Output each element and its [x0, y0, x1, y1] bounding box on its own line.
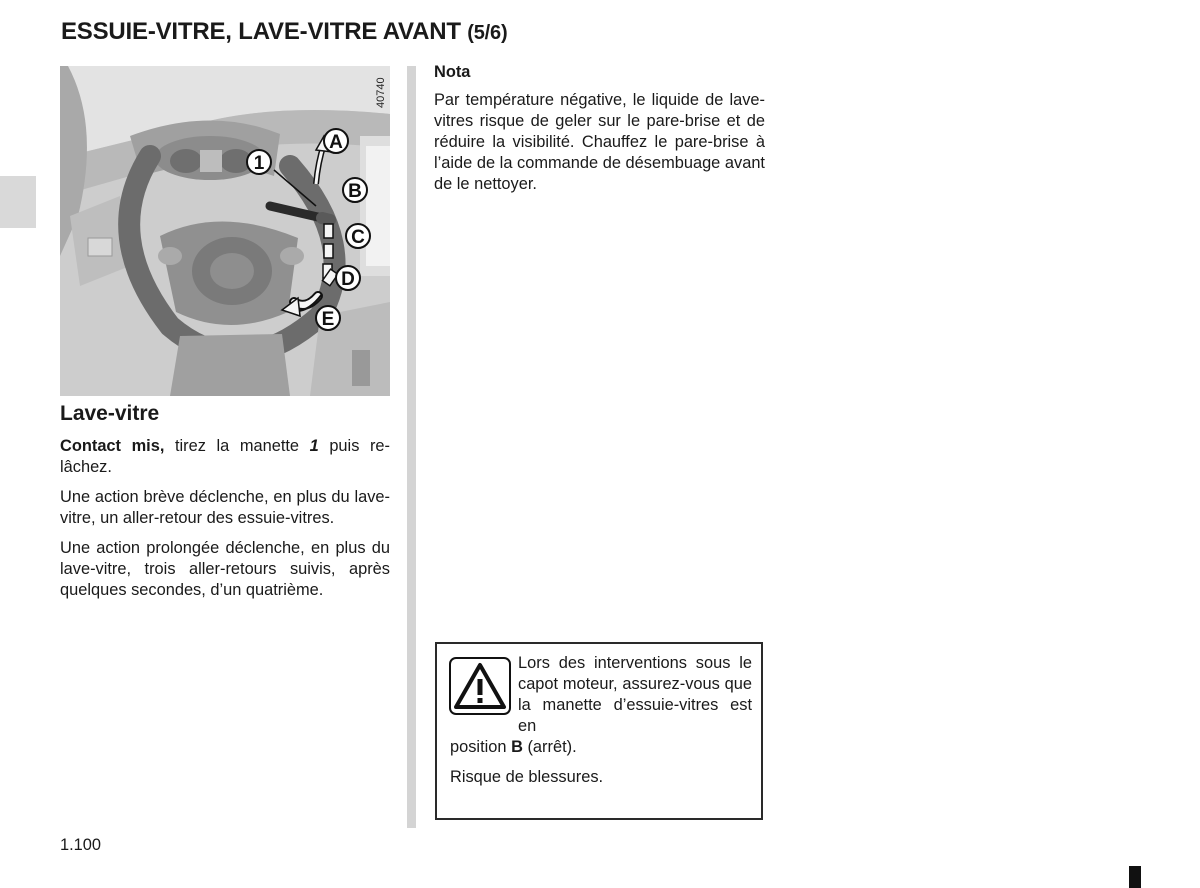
warning-position-note: (arrêt).	[522, 738, 577, 756]
callout-d: D	[341, 269, 355, 290]
chapter-tab-marker	[0, 176, 36, 228]
paragraph-long-action: Une action prolongée déclenche, en plus du lave-vitre, trois aller-retours suivis, après quelques secondes, d’un quatrième.	[60, 539, 390, 599]
right-column	[434, 63, 765, 204]
section-heading: Lave-vitre	[60, 402, 160, 425]
paragraph-contact	[60, 436, 390, 478]
corner-marker	[1129, 866, 1141, 888]
steering-wheel-figure	[60, 66, 390, 396]
nota-title: Nota	[434, 63, 471, 81]
warning-text-position	[450, 737, 752, 758]
paragraph-contact-lead: Contact mis,	[60, 437, 165, 455]
figure-illustration	[60, 66, 390, 396]
warning-text	[450, 653, 752, 758]
callout-c: C	[351, 227, 365, 248]
page-fraction: (5/6)	[467, 22, 508, 44]
page-number: 1.100	[60, 836, 102, 854]
page-title-text: ESSUIE-VITRE, LAVE-VITRE AVANT	[61, 18, 461, 45]
warning-content	[450, 653, 752, 797]
left-column	[60, 402, 390, 610]
paragraph-contact-mid: tirez la manette	[164, 437, 310, 455]
paragraph-contact-end: puis relâchez.	[60, 437, 390, 476]
warning-position-b: B	[511, 738, 523, 756]
callout-1: 1	[253, 153, 265, 174]
lever-reference: 1	[309, 437, 319, 455]
callout-a: A	[329, 132, 343, 153]
figure-code-label: 40740	[375, 77, 387, 108]
warning-risk: Risque de blessures.	[450, 768, 604, 786]
page-title	[61, 18, 507, 46]
callout-b: B	[348, 181, 362, 202]
paragraph-short-action: Une action brève déclenche, en plus du lave-vitre, un aller-retour des essuie-vitres.	[60, 488, 390, 527]
callout-e: E	[321, 309, 335, 330]
nota-text: Par température négative, le liquide de lave-vitres risque de geler sur le pare-brise et de réduire la visibilité. Chauffez le pare-brise à l’aide de la commande de désembuage avant de le nettoyer.	[434, 91, 765, 193]
warning-text-main: Lors des interventions sous le capot moteur, assurez-vous que la manette d’essuie-vitres est en	[518, 654, 752, 735]
column-separator	[407, 66, 416, 828]
warning-position-label: position	[450, 738, 512, 756]
warning-box	[435, 642, 763, 820]
